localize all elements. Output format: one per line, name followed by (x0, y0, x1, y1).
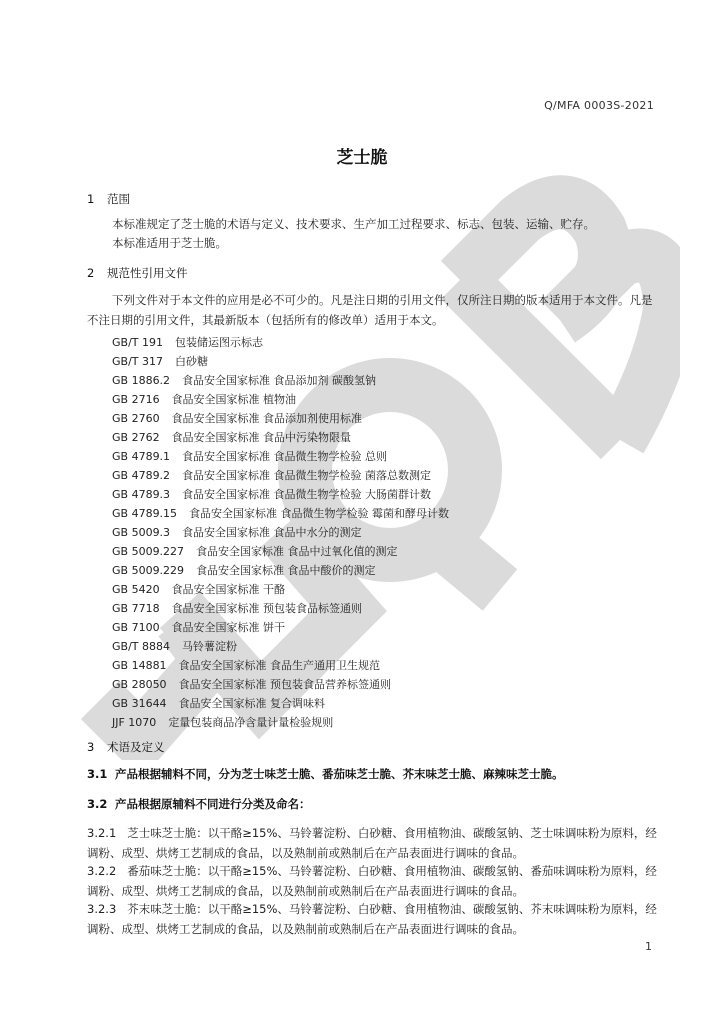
reference-code: GB 2762 (112, 431, 160, 444)
reference-title: 食品安全国家标准 干酪 (171, 583, 286, 596)
reference-code: GB/T 191 (112, 336, 163, 349)
reference-title: 食品安全国家标准 预包装食品营养标签通则 (178, 678, 392, 691)
reference-item (112, 485, 449, 504)
clause-3-2-3 (87, 899, 657, 939)
reference-code: GB/T 8884 (112, 640, 170, 653)
clause-3-2-1 (87, 823, 657, 863)
reference-item (112, 447, 449, 466)
clause-text: 产品根据辅料不同，分为芝士味芝士脆、番茄味芝士脆、芥末味芝士脆、麻辣味芝士脆。 (115, 767, 564, 781)
reference-title: 食品安全国家标准 食品微生物学检验 大肠菌群计数 (182, 488, 432, 501)
clause-text: 芥末味芝士脆：以干酪≥15%、马铃薯淀粉、白砂糖、食用植物油、碳酸氢钠、芥末味调味粉为原料，经调粉、成型、烘烤工艺制成的食品，以及熟制前或熟制后在产品表面进行调味的食品。 (87, 902, 657, 936)
reference-title: 食品安全国家标准 食品中酸价的测定 (196, 564, 376, 577)
reference-item (112, 599, 449, 618)
clause-number: 3.2.1 (87, 826, 117, 840)
reference-code: GB 7718 (112, 602, 160, 615)
clause-text: 产品根据原辅料不同进行分类及命名： (115, 797, 311, 811)
reference-title: 食品安全国家标准 植物油 (171, 393, 297, 406)
reference-title: 食品安全国家标准 食品中过氧化值的测定 (196, 545, 398, 558)
reference-code: GB/T 317 (112, 355, 163, 368)
reference-list (112, 333, 449, 732)
standard-code: Q/MFA 0003S-2021 (544, 99, 654, 112)
section-2-intro: 下列文件对于本文件的应用是必不可少的。凡是注日期的引用文件，仅所注日期的版本适用于本文件。凡是不注日期的引用文件，其最新版本（包括所有的修改单）适用于本文。 (87, 293, 653, 327)
reference-code: GB 14881 (112, 659, 167, 672)
section-1-line-1: 本标准规定了芝士脆的术语与定义、技术要求、生产加工过程要求、标志、包装、运输、贮存。 (112, 217, 595, 231)
reference-item (112, 466, 449, 485)
reference-item (112, 542, 449, 561)
reference-item (112, 561, 449, 580)
section-number: 1 (87, 192, 95, 206)
clause-text: 芝士味芝士脆：以干酪≥15%、马铃薯淀粉、白砂糖、食用植物油、碳酸氢钠、芝士味调味粉为原料，经调粉、成型、烘烤工艺制成的食品，以及熟制前或熟制后在产品表面进行调味的食品。 (87, 826, 657, 860)
page-number: 1 (645, 940, 652, 953)
reference-title: 食品安全国家标准 食品微生物学检验 霉菌和酵母计数 (189, 507, 450, 520)
reference-item (112, 713, 449, 732)
reference-code: GB 4789.1 (112, 450, 171, 463)
reference-item (112, 580, 449, 599)
reference-code: GB 31644 (112, 697, 167, 710)
reference-title: 定量包装商品净含量计量检验规则 (168, 716, 334, 729)
clause-3-1 (87, 766, 564, 782)
reference-item (112, 637, 449, 656)
reference-code: GB 4789.3 (112, 488, 171, 501)
section-title: 术语及定义 (107, 740, 165, 754)
reference-title: 食品安全国家标准 饼干 (171, 621, 286, 634)
reference-title: 食品安全国家标准 食品中水分的测定 (182, 526, 362, 539)
clause-3-2-2 (87, 861, 657, 901)
section-title: 范围 (107, 192, 130, 206)
reference-title: 马铃薯淀粉 (182, 640, 237, 653)
clause-number: 3.2.3 (87, 902, 117, 916)
reference-item (112, 390, 449, 409)
section-2-heading (87, 265, 188, 281)
reference-code: GB 4789.2 (112, 469, 171, 482)
section-number: 3 (87, 740, 95, 754)
reference-code: JJF 1070 (112, 716, 157, 729)
reference-item (112, 352, 449, 371)
reference-item (112, 675, 449, 694)
reference-title: 食品安全国家标准 食品中污染物限量 (171, 431, 352, 444)
reference-title: 食品安全国家标准 预包装食品标签通则 (171, 602, 363, 615)
reference-item (112, 409, 449, 428)
reference-code: GB 2760 (112, 412, 160, 425)
reference-code: GB 5009.227 (112, 545, 185, 558)
clause-3-2 (87, 796, 311, 812)
section-title: 规范性引用文件 (107, 266, 188, 280)
reference-title: 食品安全国家标准 食品微生物学检验 总则 (182, 450, 388, 463)
clause-number: 3.1 (87, 767, 108, 781)
clause-number: 3.2 (87, 797, 108, 811)
reference-code: GB 2716 (112, 393, 160, 406)
reference-code: GB 5420 (112, 583, 160, 596)
reference-title: 食品安全国家标准 食品添加剂使用标准 (171, 412, 363, 425)
reference-code: GB 1886.2 (112, 374, 171, 387)
reference-title: 食品安全国家标准 食品微生物学检验 菌落总数测定 (182, 469, 432, 482)
page-title: 芝士脆 (336, 148, 388, 168)
section-number: 2 (87, 266, 95, 280)
reference-title: 包装储运图示标志 (175, 336, 263, 349)
reference-item (112, 333, 449, 352)
reference-item (112, 504, 449, 523)
section-1-line-2: 本标准适用于芝士脆。 (112, 236, 227, 250)
reference-item (112, 656, 449, 675)
section-3-heading (87, 739, 165, 755)
section-1-heading (87, 191, 130, 207)
reference-item (112, 694, 449, 713)
reference-item (112, 523, 449, 542)
clause-text: 番茄味芝士脆：以干酪≥15%、马铃薯淀粉、白砂糖、食用植物油、碳酸氢钠、番茄味调味粉为原料，经调粉、成型、烘烤工艺制成的食品，以及熟制前或熟制后在产品表面进行调味的食品。 (87, 864, 657, 898)
reference-code: GB 5009.229 (112, 564, 185, 577)
clause-number: 3.2.2 (87, 864, 117, 878)
reference-code: GB 7100 (112, 621, 160, 634)
reference-title: 食品安全国家标准 食品添加剂 碳酸氢钠 (182, 374, 377, 387)
reference-item (112, 371, 449, 390)
reference-title: 食品安全国家标准 食品生产通用卫生规范 (178, 659, 381, 672)
reference-item (112, 428, 449, 447)
reference-code: GB 4789.15 (112, 507, 178, 520)
reference-title: 食品安全国家标准 复合调味料 (178, 697, 326, 710)
reference-item (112, 618, 449, 637)
reference-code: GB 5009.3 (112, 526, 171, 539)
reference-code: GB 28050 (112, 678, 167, 691)
reference-title: 白砂糖 (175, 355, 208, 368)
